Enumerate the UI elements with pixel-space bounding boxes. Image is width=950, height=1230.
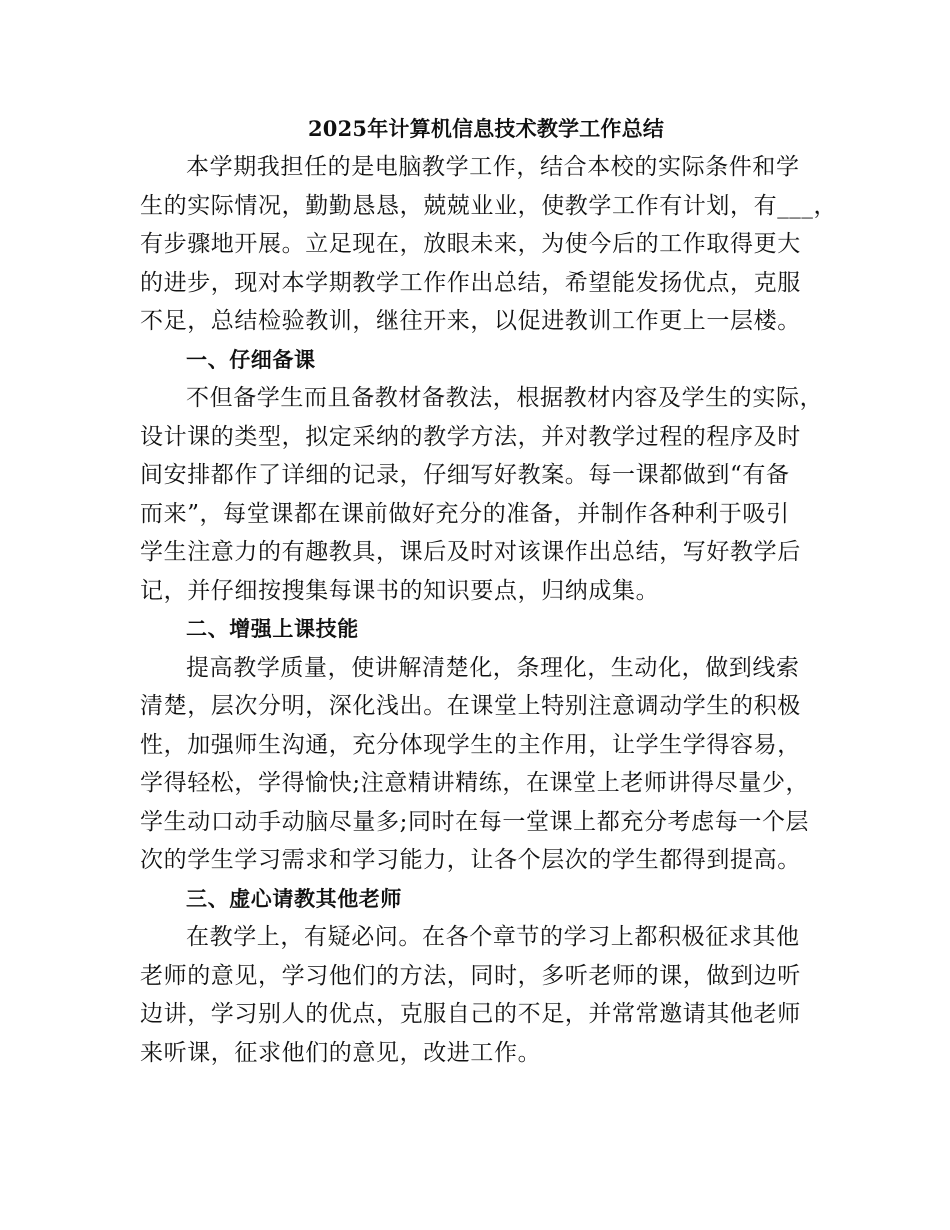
text-line: 清楚，层次分明，深化浅出。在课堂上特别注意调动学生的积极 — [140, 693, 801, 719]
section-paragraph — [140, 649, 812, 880]
text-line: 记，并仔细按搜集每课书的知识要点，归纳成集。 — [140, 577, 660, 604]
section-paragraph — [140, 379, 824, 610]
text-line: 不但备学生而且备教材备教法，根据教材内容及学生的实际， — [186, 385, 824, 411]
document-body — [140, 110, 838, 1072]
text-line: 性，加强师生沟通，充分体现学生的主作用，让学生学得容易， — [140, 731, 801, 758]
intro-paragraph — [140, 148, 838, 341]
text-line: 学得轻松，学得愉快;注意精讲精练，在课堂上老师讲得尽量少， — [140, 770, 810, 796]
text-line: 间安排都作了详细的记录，仔细写好教案。每一课都做到“有备 — [140, 462, 790, 488]
section-heading: 一、仔细备课 — [186, 346, 316, 372]
text-line: 不足，总结检验教训，继往开来，以促进教训工作更上一层楼。 — [140, 308, 801, 334]
text-line: 而来”，每堂课都在课前做好充分的准备，并制作各种利于吸引 — [140, 500, 790, 527]
text-line: 本学期我担任的是电脑教学工作，结合本校的实际条件和学 — [186, 154, 800, 180]
section-heading: 三、虚心请教其他老师 — [186, 885, 402, 911]
text-line: 的进步，现对本学期教学工作作出总结，希望能发扬优点，克服 — [140, 269, 801, 296]
text-line: 提高教学质量，使讲解清楚化，条理化，生动化，做到线索 — [186, 654, 800, 681]
text-line: 边讲，学习别人的优点，克服自己的不足，并常常邀请其他老师 — [140, 1001, 801, 1027]
section-paragraph — [140, 918, 812, 1072]
section-heading: 二、增强上课技能 — [186, 616, 359, 641]
text-line: 有步骤地开展。立足现在，放眼未来，为使今后的工作取得更大 — [140, 231, 801, 257]
text-line: 在教学上，有疑必问。在各个章节的学习上都积极征求其他 — [186, 924, 800, 950]
text-line: 学生动口动手动脑尽量多;同时在每一堂课上都充分考虑每一个层 — [140, 808, 810, 835]
document-title: 2025年计算机信息技术教学工作总结 — [307, 116, 665, 141]
text-line: 来听课，征求他们的意见，改进工作。 — [140, 1039, 542, 1066]
text-line: 老师的意见，学习他们的方法，同时，多听老师的课，做到边听 — [140, 962, 801, 989]
text-line: 次的学生学习需求和学习能力，让各个层次的学生都得到提高。 — [140, 847, 801, 873]
text-line: 设计课的类型，拟定采纳的教学方法，并对教学过程的程序及时 — [140, 423, 801, 450]
text-line: 学生注意力的有趣教具，课后及时对该课作出总结，写好教学后 — [140, 539, 801, 565]
text-line: 生的实际情况，勤勤恳恳，兢兢业业，使教学工作有计划，有___， — [140, 192, 838, 219]
